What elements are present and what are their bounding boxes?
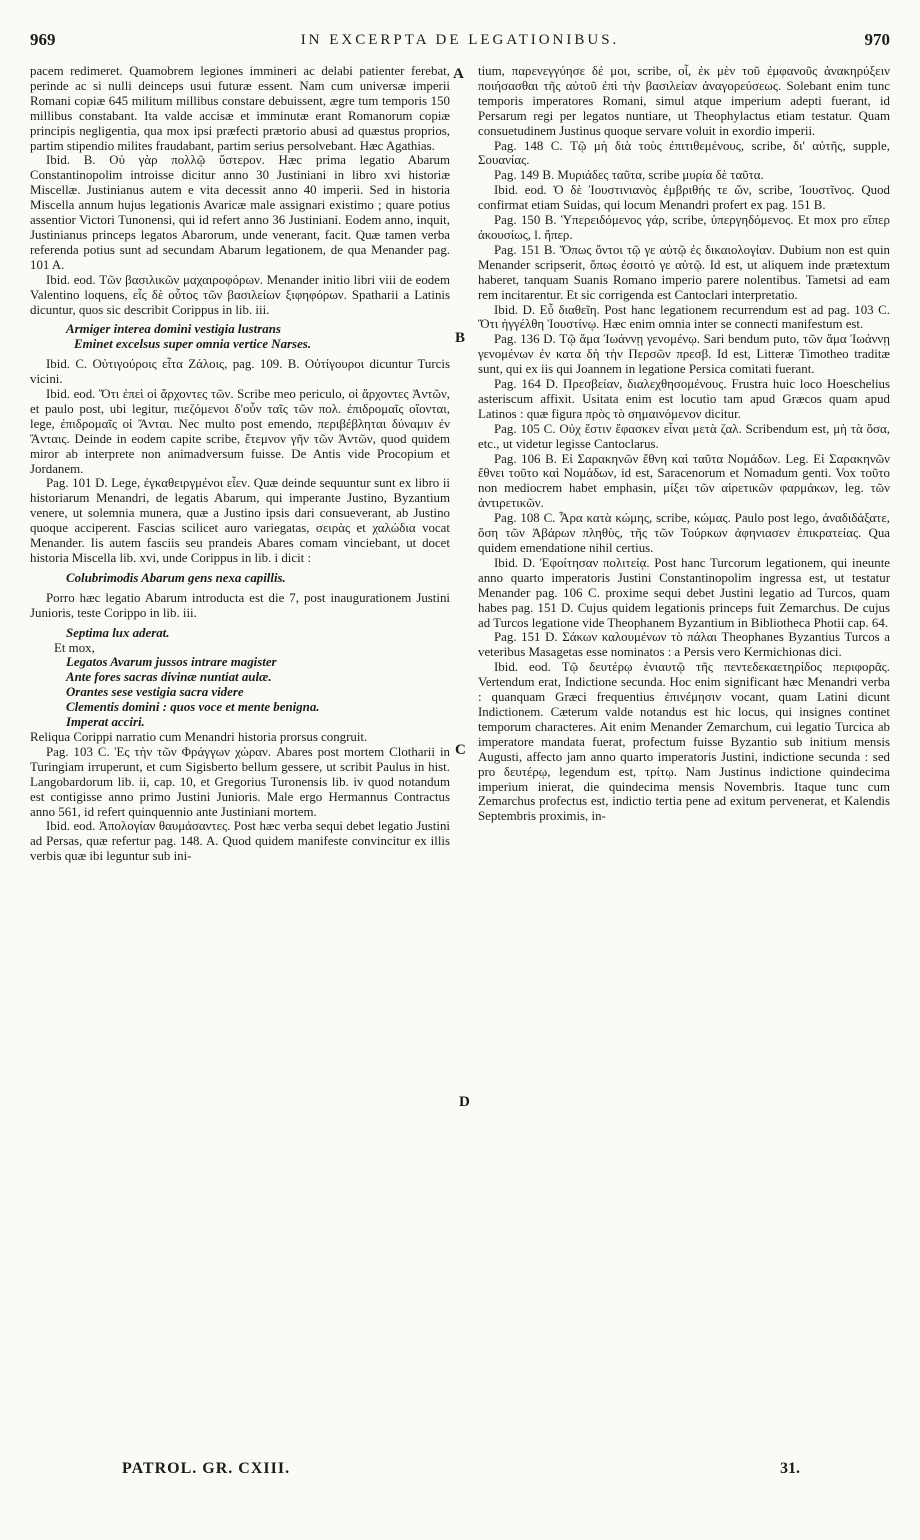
running-head — [30, 30, 890, 56]
paragraph: Ibid. B. Οὐ γὰρ πολλῷ ὕστερον. Hæc prima legatio Abarum Constantinopolim introisse dicitur anno 30 Justiniani in libro xvi historiæ Miscellæ. Justinianus autem e vita decessit anno 40 imperii. Sed in historia Miscella annum hujus legationis Avaricæ male assignari existimo ; quare potius assentior Victori Tunonensi, qui id refert anno 36 Justiniani. Eodem anno, inquit, Justinianus princeps legatos Abarorum, unde venerant, facit. Quæ tamen verba referenda potius sunt ad secundam Abarum legationem, de qua Menander pag. 101 A. — [30, 153, 450, 272]
paragraph: Ibid. D. Εὖ διαθεῖη. Post hanc legationem recurrendum est ad pag. 103 C. Ὅτι ἠγγέλθη Ἰουστίνῳ. Hæc enim omnia inter se connecti manifestum est. — [478, 302, 890, 332]
margin-letter-a: A — [453, 66, 464, 82]
verse-line: Orantes sese vestigia sacra videre — [66, 685, 244, 700]
paragraph: Porro hæc legatio Abarum introducta est die 7, post inaugurationem Justini Junioris, teste Corippo in lib. iii. — [30, 590, 450, 620]
margin-letter-c: C — [455, 742, 466, 758]
paragraph: Pag. 101 D. Lege, ἐγκαθειργμένοι εἶεν. Quæ deinde sequuntur sunt ex libro ii historiarum Menandri, de legatis Abarum, qui imperante Justino, Byzantium venere, ut solemnia munera, quæ a Justino ipsis dari consueverant, ab Justino quoque acciperent. Fascias scilicet auro variegatas, σειρὰς et χαλώδια vocat Menander. Iis autem fasciis seu prandeis Abares comam vinciebant, ut docet historia Miscella lib. xvi, unde Corippus in lib. i dicit : — [30, 476, 450, 565]
paragraph: Ibid. eod. Ὁ δὲ Ἰουστινιανὸς ἐμβριθής τε ὤν, scribe, Ἰουστῖνος. Quod confirmat etiam Suidas, qui locum Menandri profert ex pag. 151 B. — [478, 183, 890, 213]
margin-letter-b: B — [455, 330, 466, 346]
footer-signature: PATROL. GR. CXIII. — [122, 1460, 291, 1477]
verse-line: Ante fores sacras divinæ nuntiat aulæ. — [66, 670, 272, 685]
verse-line: Colubrimodis Abarum gens nexa capillis. — [66, 570, 286, 585]
footer-sheet-number: 31. — [780, 1460, 800, 1477]
paragraph: Et mox, — [54, 640, 95, 655]
paragraph: Pag. 136 D. Τῷ ἅμα Ἰωάννῃ γενομένῳ. Sari bendum puto, τῶν ἅμα Ἰωάννῃ γενομένων ἐν κατα δὴ τὴν Περσῶν πρεσβ. Id est, Litteræ Timotheo traditæ sunt, qui ex iis qui Joannem in legatione Persica comitati fuerant. — [478, 332, 890, 377]
paragraph: Pag. 150 B. Ὑπερειδόμενος γάρ, scribe, ὑπεργηδόμενος. Et mox pro εἴπερ ἀκουσίως, l. ἤπερ. — [478, 213, 890, 242]
paragraph: Pag. 106 B. Εἰ Σαρακηνῶν ἔθνη καὶ ταῦτα Νομάδων. Leg. Εἰ Σαρακηνῶν ἔθνει τοῦτο καὶ Νομάδων, id est, Saracenorum et Nomadum genti. Vox τοῦτο non mediocrem habet emphasin, μίξει τῶν αἱρετικῶν φαρμάκων, leg. τῶν ἀντιρετικῶν. — [478, 451, 890, 511]
paragraph: Ibid. eod. Ἀπολογίαν θαυμάσαντες. Post hæc verba sequi debet legatio Justini ad Persas, quæ refertur pag. 148. A. Quod quidem manifeste convincitur ex illis verbis quæ ibi leguntur sub ini- — [30, 819, 450, 864]
paragraph: Ibid. eod. Τῶν βασιλικῶν μαχαιροφόρων. Menander initio libri viii de eodem Valentino loquens, εἷς δὲ οὗτος τῶν βασιλείων ξιφηφόρων. Spatharii a Latinis dicuntur, quos sic describit Corippus in lib. iii. — [30, 272, 450, 317]
margin-letter-d: D — [459, 1094, 470, 1110]
verse-line: Septima lux aderat. — [66, 625, 170, 640]
left-column — [30, 64, 450, 1448]
verse-line: Eminet excelsus super omnia vertice Narses. — [74, 337, 312, 352]
verse-line: Legatos Avarum jussos intrare magister — [66, 655, 277, 670]
paragraph: Pag. 105 C. Οὐχ ἔστιν ἔφασκεν εἶναι μετὰ ζαλ. Scribendum est, μὴ τὰ ὅσα, etc., ut videtur legisse Cantoclarus. — [478, 421, 890, 451]
paragraph: Ibid. D. Ἐφοίτησαν πολιτείᾳ. Post hanc Turcorum legationem, qui ineunte anno quarto imperatoris Justini Constantinopolim ingressa est, ut testatur Menander pag. 106 C. proxime sequi debet Justini legatio ad Turcos, quam habes pag. 151 D. Cujus quidem legationis princeps fuit Zemarchus. De cujus ad Turcos legatione vide Theophanem Byzantium in Bibliotheca Photii cap. 64. — [478, 555, 890, 630]
page-number-right: 970 — [864, 30, 890, 49]
paragraph: Ibid. C. Οὐτιγούροις εἶτα Ζάλοις, pag. 109. B. Οὐτίγουροι dicuntur Turcis vicini. — [30, 357, 450, 387]
verse-line: Armiger interea domini vestigia lustrans — [66, 322, 281, 337]
verse-line: Imperat acciri. — [66, 715, 145, 730]
page-number-left: 969 — [30, 30, 56, 49]
paragraph: Pag. 151 B. Ὅπως ὄντοι τῷ γε αὐτῷ ἐς δικαιολογίαν. Dubium non est quin Menander scripserit, ὅπως ἐσοιτό γε αὐτῷ. Id est, ut aliquem inde prætextum haberet, tanquam Suanis Romano imperio parere nolentibus. Tametsi ad eam rem incitarentur. Et sic corrigenda est Cantoclari interpretatio. — [478, 242, 890, 302]
verse-line: Clementis domini : quos voce et mente benigna. — [66, 700, 320, 715]
page-footer — [30, 1460, 890, 1486]
right-column — [478, 64, 890, 1448]
paragraph: Pag. 164 D. Πρεσβείαν, διαλεχθησομένους. Frustra huic loco Hoeschelius asteriscum affixit. Usitata enim est locutio tam apud Græcos quam apud Latinos : quæ figura πρὸς τὸ σημαινόμενον dicitur. — [478, 377, 890, 421]
paragraph: pacem redimeret. Quamobrem legiones immineri ac delabi patienter ferebat, perinde ac si nulli deinceps usui futuræ essent. Nam cum universæ imperii Romani copiæ 645 militum millibus constare debuissent, ægre tum temporis 150 millibus constabant. Ita valde accisæ et imminutæ erant Romanorum copiæ principis negligentia, qua mox ipsi præfecti prætorio abusi ad quæstus proprios, partim stipendio milites fraudabant, partim serius persolvebant. Hæc Agathias. — [30, 64, 450, 153]
paragraph: Pag. 149 B. Μυριάδες ταῦτα, scribe μυρία δὲ ταῦτα. — [494, 168, 764, 183]
paragraph: Ibid. eod. Ὅτι ἐπεὶ οἱ ἄρχοντες τῶν. Scribe meo periculo, οἱ ἄρχοντες Ἀντῶν, et paulo post, ubi legitur, πιεζόμενοι δ'οὖν ταῖς τῶν πολ. ἐπιδρομαῖς οἴονται, lege, ἐπιδρομαῖς οἱ Ἄνται. Nec multo post emendo, περιβέβληται δύναμιν ἐν Ἄνταις. Deinde in eodem capite scribe, ἔτεμνον γῆν τῶν Ἀντῶν, quod quidem miror ab interprete non animadversum fuisse. De Antis vide Procopium et Jordanem. — [30, 387, 450, 476]
paragraph: Pag. 151 D. Σάκων καλουμένων τὸ πάλαι Theophanes Byzantius Turcos a veteribus Masagetas esse nominatos : a Persis vero Kermichionas dici. — [478, 630, 890, 660]
paragraph: Pag. 103 C. Ἐς τὴν τῶν Φράγγων χώραν. Abares post mortem Clotharii in Turingiam irruperunt, et cum Sigisberto bellum gessere, ut scribit Paulus in hist. Langobardorum lib. ii, cap. 10, et Gregorius Turonensis lib. iv quod notandum est contigisse anno primo Justini Junioris. Male ergo Hermannus Contractus anno 561, id refert quinquennio ante Justiniani mortem. — [30, 744, 450, 819]
running-title: IN EXCERPTA DE LEGATIONIBUS. — [300, 32, 620, 48]
paragraph: Ibid. eod. Τῷ δευτέρῳ ἐνιαυτῷ τῆς πεντεδεκαετηρίδος περιφορᾶς. Vertendum erat, Indictione secunda. Hoc enim significant hæc Menandri verba : quanquam Græci frequentius ἐπινέμησιν vocant, quam Latini dicunt Indictionem. Cæterum valde notandus est hic locus, qui insignes continet temporum characteres. Ait enim Menander Zemarchum, cui legatio Turcica ab imperatore mandata fuerat, profectum fuisse Byzantio sub initium mensis Augusti, affecto jam anno quarto imperatoris Justini, indictione secunda : sed pro δευτέρῳ, legendum est, τρίτῳ. Nam Justinus indictione quindecima imperium inierat, die quindecima mensis Novembris. Itaque tunc cum Zemarchus profectus est, indictio tertia pene ad exitum pervenerat, et Kalendis Septembris proximis, in- — [478, 660, 890, 824]
paragraph: tium, παρενεγγύησε δέ μοι, scribe, οἷ, ἐκ μὲν τοῦ ἐμφανοῦς ἀνακηρύξειν ποιήσασθαι τῆς αὐτοῦ ἐπὶ τὴν βασιλείαν ἀναγορεύσεως. Solebant enim tunc temporis imperatores Romani, simul atque imperium adepti fuerant, id Persarum regi per legatos nuntiare, ut Theophylactus etiam testatur. Quam consuetudinem Justinus quoque servare voluit in exordio imperii. — [478, 64, 890, 138]
paragraph: Reliqua Corippi narratio cum Menandri historia prorsus congruit. — [30, 729, 368, 744]
paragraph: Pag. 148 C. Τῷ μὴ διὰ τοὺς ἐπιτιθεμένους, scribe, δι' αὐτῆς, supple, Σουανίας. — [478, 138, 890, 168]
paragraph: Pag. 108 C. Ἆρα κατὰ κώμης, scribe, κώμας. Paulo post lego, ἀναδιδάξατε, ὅση τῶν Ἀβάρων πληθὺς, τῆς τῶν Τούρκων ἀφηνιασεν ἐπικρατείας. Qua quidem emendatione nihil certius. — [478, 511, 890, 555]
